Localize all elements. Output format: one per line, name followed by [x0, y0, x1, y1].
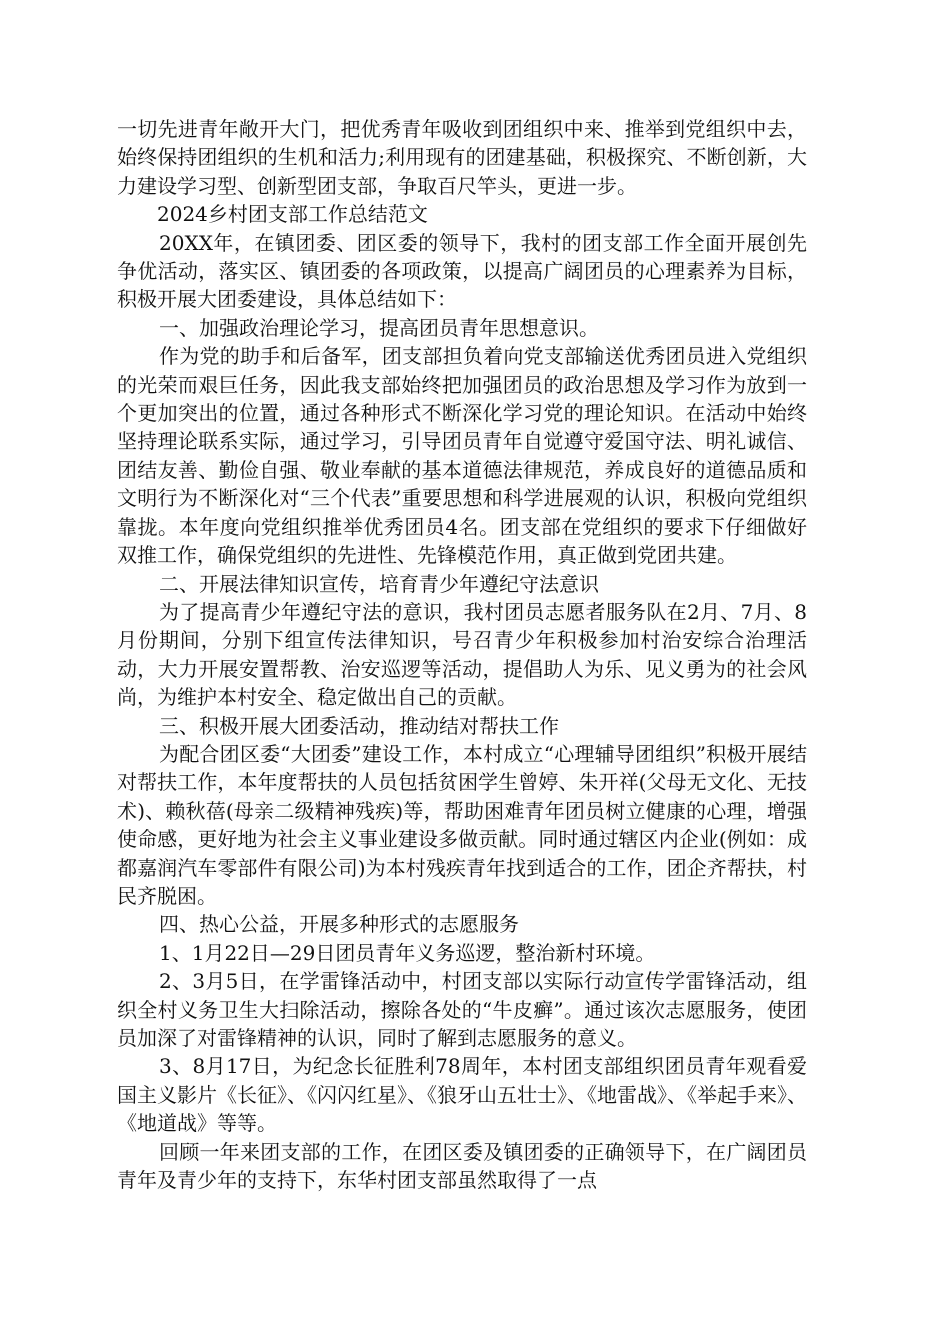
- paragraph-assistance: 为配合团区委“大团委”建设工作，本村成立“心理辅导团组织”积极开展结对帮扶工作，本年度帮扶的人员包括贫困学生曾婷、朱开祥(父母无文化、无技术)、赖秋蓓(母亲二级精神残疾)等，帮助困难青年团员树立健康的心理，增强使命感，更好地为社会主义事业建设多做贡献。同时通过辖区内企业(例如：成都嘉润汽车零部件有限公司)为本村残疾青年找到适合的工作，团企齐帮扶，村民齐脱困。: [117, 741, 807, 908]
- paragraph-review: 回顾一年来团支部的工作，在团区委及镇团委的正确领导下，在广阔团员青年及青少年的支持下，东华村团支部虽然取得了一点: [117, 1139, 807, 1193]
- section-title: 2024乡村团支部工作总结范文: [157, 202, 428, 227]
- heading-4: 四、热心公益，开展多种形式的志愿服务: [159, 912, 519, 937]
- paragraph-political-study: 作为党的助手和后备军，团支部担负着向党支部输送优秀团员进入党组织的光荣而艰巨任务，因此我支部始终把加强团员的政治思想及学习作为放到一个更加突出的位置，通过各种形式不断深化学习党的理论知识。在活动中始终坚持理论联系实际，通过学习，引导团员青年自觉遵守爱国守法、明礼诚信、团结友善、勤俭自强、敬业奉献的基本道德法律规范，养成良好的道德品质和文明行为不断深化对“三个代表”重要思想和科学进展观的认识，积极向党组织靠拢。本年度向党组织推举优秀团员4名。团支部在党组织的要求下仔细做好双推工作，确保党组织的先进性、先锋模范作用，真正做到党团共建。: [117, 344, 807, 568]
- heading-1: 一、加强政治理论学习，提高团员青年思想意识。: [159, 315, 599, 340]
- paragraph-continuation: 一切先进青年敞开大门，把优秀青年吸收到团组织中来、推举到党组织中去，始终保持团组织的生机和活力;利用现有的团建基础，积极探究、不断创新，大力建设学习型、创新型团支部，争取百尺竿头，更进一步。: [117, 117, 807, 198]
- list-item-3: 3、8月17日，为纪念长征胜利78周年，本村团支部组织团员青年观看爱国主义影片《长征》、《闪闪红星》、《狼牙山五壮士》、《地雷战》、《举起手来》、《地道战》等等。: [117, 1054, 807, 1136]
- document-page: [117, 115, 807, 1194]
- list-item-1: 1、1月22日—29日团员青年义务巡逻，整治新村环境。: [159, 940, 656, 965]
- paragraph-intro: 20XX年，在镇团委、团区委的领导下，我村的团支部工作全面开展创先争优活动，落实区、镇团委的各项政策，以提高广阔团员的心理素养为目标，积极开展大团委建设，具体总结如下：: [117, 230, 807, 312]
- list-item-2: 2、3月5日，在学雷锋活动中，村团支部以实际行动宣传学雷锋活动，组织全村义务卫生大扫除活动，擦除各处的“牛皮癣”。通过该次志愿服务，使团员加深了对雷锋精神的认识，同时了解到志愿服务的意义。: [117, 969, 807, 1050]
- paragraph-legal-education: 为了提高青少年遵纪守法的意识，我村团员志愿者服务队在2月、7月、8月份期间，分别下组宣传法律知识，号召青少年积极参加村治安综合治理活动，大力开展安置帮教、治安巡逻等活动，提倡助人为乐、见义勇为的社会风尚，为维护本村安全、稳定做出自己的贡献。: [117, 599, 807, 710]
- heading-2: 二、开展法律知识宣传，培育青少年遵纪守法意识: [159, 571, 599, 596]
- heading-3: 三、积极开展大团委活动，推动结对帮扶工作: [159, 713, 559, 738]
